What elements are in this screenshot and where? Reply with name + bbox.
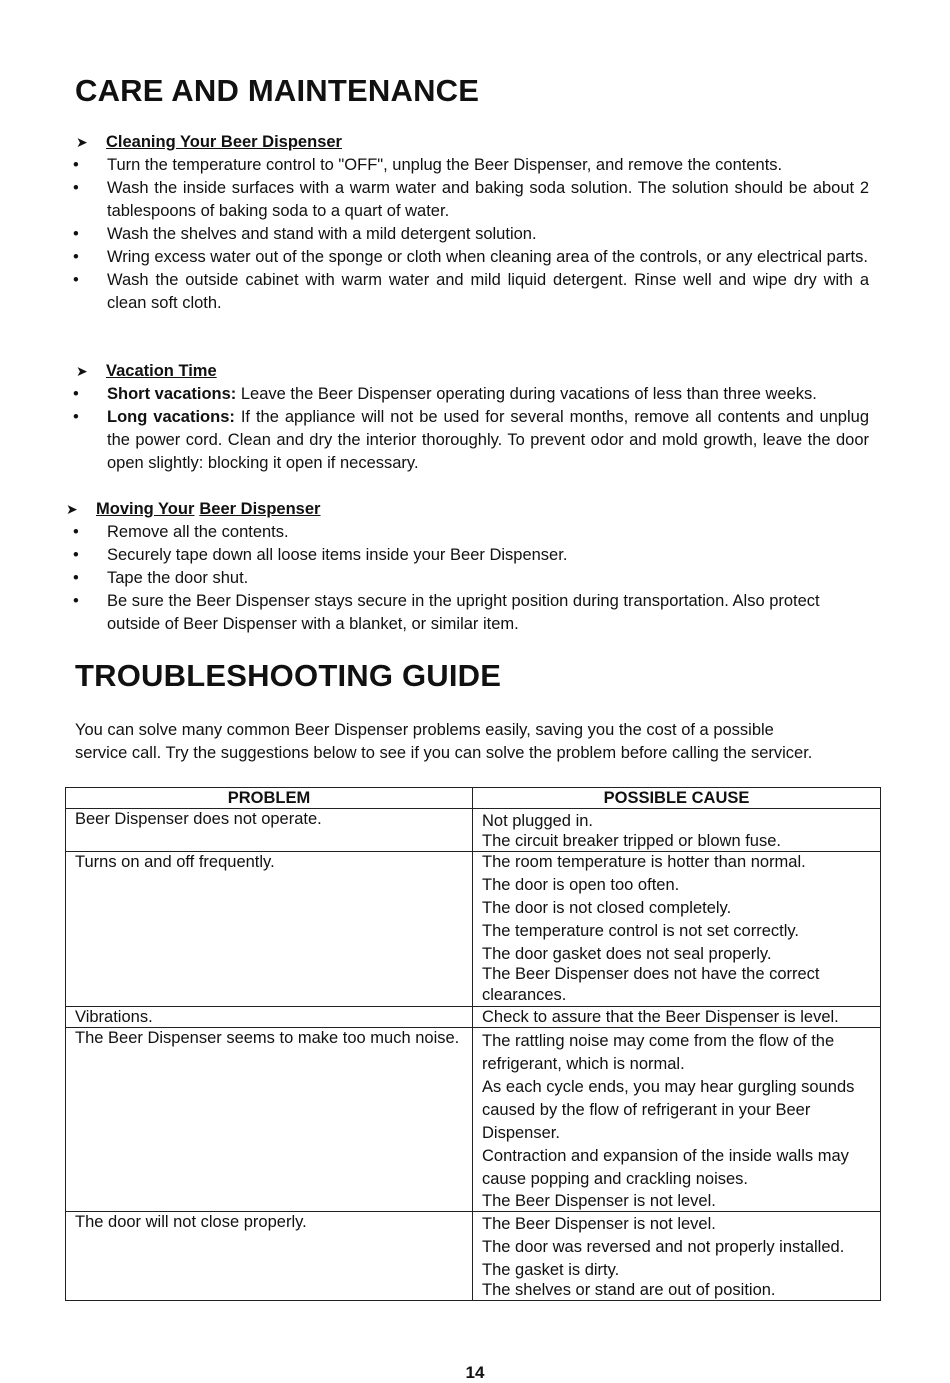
- cause-line: As each cycle ends, you may hear gurgling sounds caused by the flow of refrigerant in your Beer Dispenser.: [482, 1078, 855, 1142]
- cause-line: Not plugged in.: [482, 812, 593, 830]
- cause-line: The gasket is dirty.: [482, 1261, 620, 1279]
- moving-list: [0, 521, 950, 636]
- cause-line: Check to assure that the Beer Dispenser is level.: [482, 1008, 839, 1026]
- list-item: • Wash the outside cabinet with warm water and mild liquid detergent. Rinse well and wipe dry with a clean soft cloth.: [73, 271, 869, 312]
- bullet-dot-icon: •: [73, 179, 79, 197]
- bullet-dot-icon: •: [73, 225, 79, 243]
- bullet-dot-icon: •: [73, 408, 79, 426]
- arrow-bullet-icon: ➤: [76, 134, 88, 150]
- cause-line: The room temperature is hotter than normal.: [482, 853, 806, 871]
- arrow-bullet-icon: ➤: [66, 501, 78, 517]
- table-row: [66, 1028, 881, 1212]
- intro-line: service call. Try the suggestions below to see if you can solve the problem before calling the servicer.: [75, 744, 813, 762]
- cause-cell: [473, 852, 881, 1007]
- cause-line: Contraction and expansion of the inside walls may cause popping and crackling noises.: [482, 1147, 849, 1188]
- page-number: 14: [465, 1363, 485, 1382]
- cause-cell: [473, 1007, 881, 1028]
- list-item: • Securely tape down all loose items inside your Beer Dispenser.: [0, 544, 869, 567]
- vacation-heading: [0, 360, 950, 383]
- table-row: [66, 1212, 881, 1301]
- bullet-dot-icon: •: [73, 592, 79, 610]
- list-item: • Wash the inside surfaces with a warm water and baking soda solution. The solution should be about 2 tablespoons of baking soda to a quart of water.: [73, 179, 869, 220]
- care-maintenance-title: CARE AND MAINTENANCE: [75, 73, 480, 108]
- bullet-dot-icon: •: [73, 546, 79, 564]
- cause-line: The shelves or stand are out of position.: [482, 1281, 776, 1299]
- cleaning-section: [0, 131, 950, 315]
- vacation-list: [0, 383, 950, 475]
- bullet-dot-icon: •: [73, 248, 79, 266]
- cause-line: The Beer Dispenser does not have the correct clearances.: [482, 965, 820, 1004]
- moving-section: [0, 498, 950, 636]
- cleaning-list: [0, 154, 950, 315]
- cleaning-heading: [0, 131, 950, 154]
- troubleshooting-intro: [75, 719, 875, 765]
- problem-cell: Turns on and off frequently.: [66, 852, 473, 1007]
- table-row: [66, 1007, 881, 1028]
- moving-heading: [0, 498, 950, 521]
- list-item: • Long vacations: If the appliance will not be used for several months, remove all contents and unplug the power cord. Clean and dry the interior thoroughly. To prevent odor and mold growth, leave the door open slightly: blocking it open if necessary.: [73, 408, 869, 472]
- problem-cell: The Beer Dispenser seems to make too much noise.: [66, 1028, 473, 1212]
- troubleshooting-title: TROUBLESHOOTING GUIDE: [75, 658, 502, 693]
- bullet-dot-icon: •: [73, 271, 79, 289]
- cause-line: The door is not closed completely.: [482, 899, 732, 917]
- list-item: • Be sure the Beer Dispenser stays secure in the upright position during transportation. Also protect outside of Beer Dispenser with a blanket, or similar item.: [73, 592, 820, 633]
- bullet-dot-icon: •: [73, 385, 79, 403]
- cause-cell: [473, 809, 881, 852]
- cause-line: The door gasket does not seal properly.: [482, 945, 772, 963]
- list-item: • Turn the temperature control to "OFF", unplug the Beer Dispenser, and remove the contents.: [0, 154, 869, 177]
- cause-line: The door was reversed and not properly installed.: [482, 1238, 845, 1256]
- list-item: • Remove all the contents.: [0, 521, 869, 544]
- cause-cell: [473, 1212, 881, 1301]
- table-row: [66, 809, 881, 852]
- intro-line: You can solve many common Beer Dispenser problems easily, saving you the cost of a possible: [75, 721, 774, 739]
- cause-column-header: POSSIBLE CAUSE: [473, 788, 881, 809]
- cause-line: The circuit breaker tripped or blown fuse.: [482, 832, 781, 850]
- short-vacations-label: Short vacations:: [107, 385, 237, 403]
- problem-cell: Beer Dispenser does not operate.: [66, 809, 473, 852]
- bullet-dot-icon: •: [73, 523, 79, 541]
- cause-line: The temperature control is not set correctly.: [482, 922, 799, 940]
- arrow-bullet-icon: ➤: [76, 363, 88, 379]
- problem-column-header: PROBLEM: [66, 788, 473, 809]
- troubleshooting-table: [65, 787, 881, 1301]
- moving-heading-text: Moving Your Beer Dispenser: [96, 500, 321, 518]
- list-item: • Wash the shelves and stand with a mild detergent solution.: [0, 223, 869, 246]
- table-row: [66, 852, 881, 1007]
- problem-cell: Vibrations.: [66, 1007, 473, 1028]
- long-vacations-label: Long vacations:: [107, 408, 235, 426]
- cause-line: The Beer Dispenser is not level.: [482, 1192, 716, 1210]
- list-item: • Short vacations: Leave the Beer Dispenser operating during vacations of less than three weeks.: [0, 383, 869, 406]
- vacation-section: [0, 360, 950, 475]
- cause-line: The rattling noise may come from the flow of the refrigerant, which is normal.: [482, 1032, 835, 1073]
- bullet-dot-icon: •: [73, 569, 79, 587]
- cause-line: The door is open too often.: [482, 876, 680, 894]
- cause-line: The Beer Dispenser is not level.: [482, 1215, 716, 1233]
- vacation-heading-text: Vacation Time: [106, 362, 217, 380]
- problem-cell: The door will not close properly.: [66, 1212, 473, 1301]
- table-header-row: [66, 788, 881, 809]
- list-item: • Wring excess water out of the sponge or cloth when cleaning area of the controls, or any electrical parts.: [0, 246, 869, 269]
- cause-cell: [473, 1028, 881, 1212]
- bullet-dot-icon: •: [73, 156, 79, 174]
- list-item: • Tape the door shut.: [0, 567, 869, 590]
- cleaning-heading-text: Cleaning Your Beer Dispenser: [106, 133, 342, 151]
